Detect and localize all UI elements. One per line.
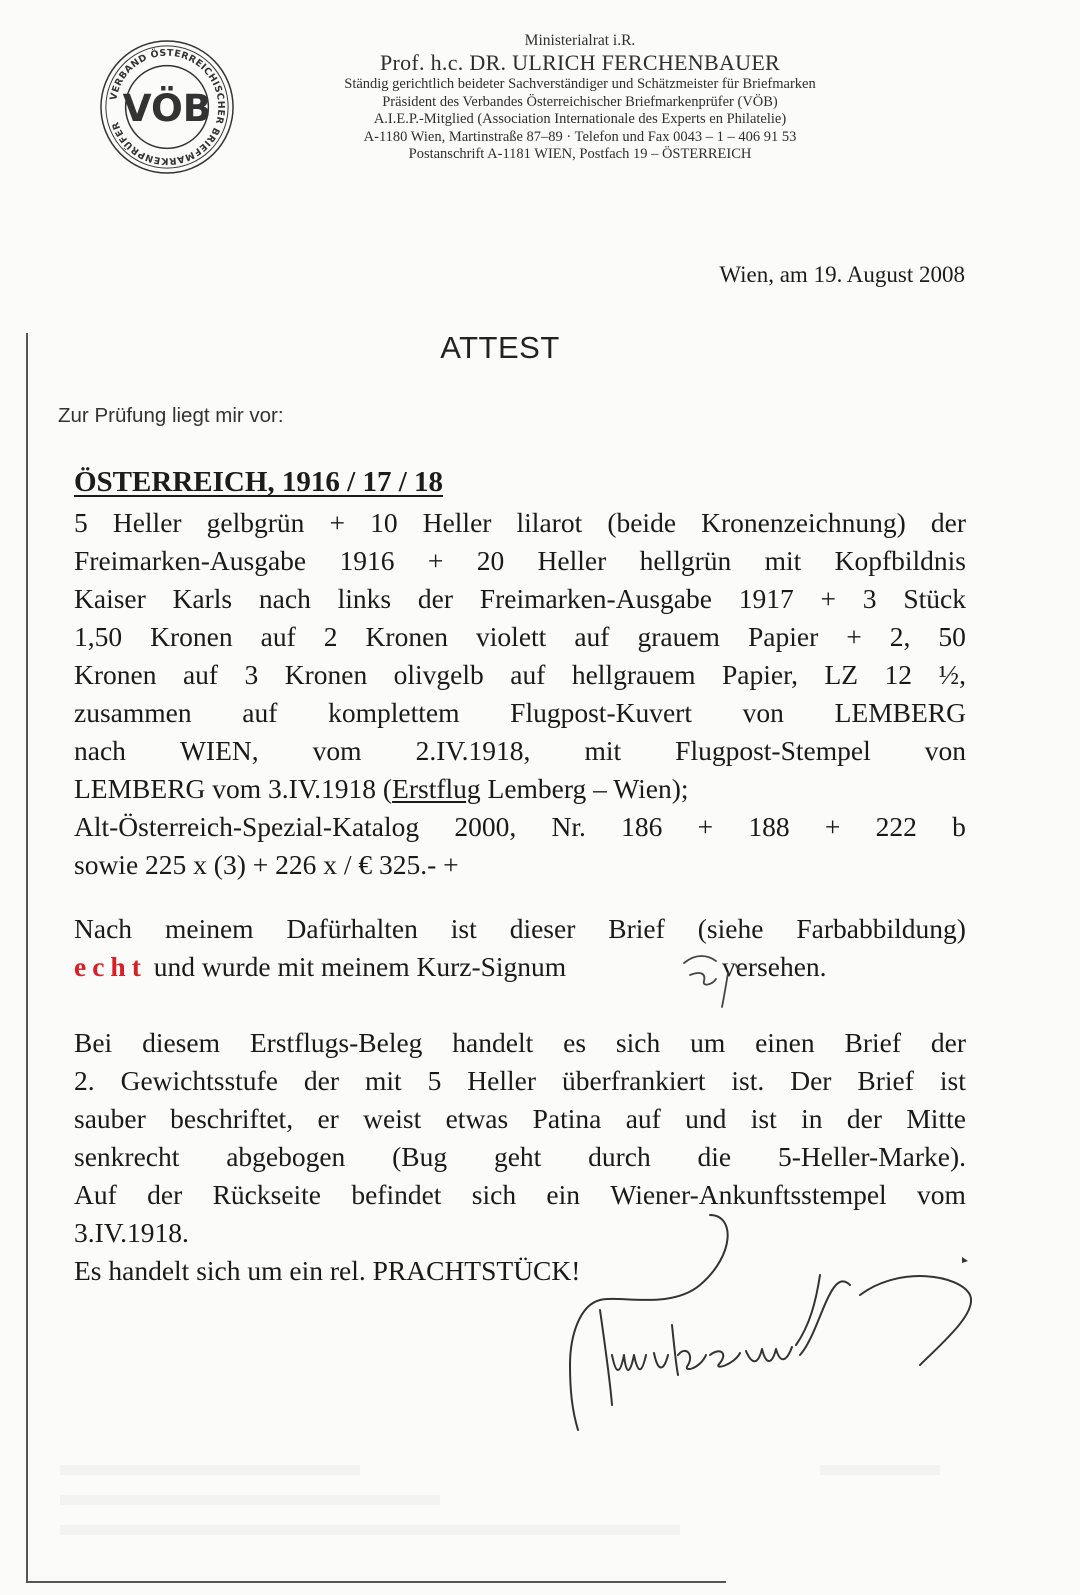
word: ½, bbox=[938, 659, 966, 690]
word: Brief bbox=[857, 1065, 914, 1096]
word: (siehe bbox=[697, 913, 764, 944]
word: Dafürhalten bbox=[286, 913, 418, 944]
text-line bbox=[74, 504, 966, 542]
word: diesem bbox=[142, 1027, 220, 1058]
word: Kronen bbox=[284, 659, 368, 690]
word: Auf bbox=[74, 1179, 117, 1210]
word: der bbox=[417, 583, 454, 614]
word: etwas bbox=[445, 1103, 509, 1134]
word: um bbox=[690, 1027, 726, 1058]
erstflug-underlined: Erstflug bbox=[392, 773, 481, 804]
text-line bbox=[74, 732, 966, 770]
word: mit bbox=[364, 1065, 402, 1096]
word: sauber bbox=[74, 1103, 146, 1134]
word: + bbox=[697, 811, 714, 842]
word: 1,50 bbox=[74, 621, 123, 652]
word: befindet bbox=[351, 1179, 442, 1210]
word: zusammen bbox=[74, 697, 192, 728]
word: beschriftet, bbox=[170, 1103, 294, 1134]
word: mit bbox=[764, 545, 802, 576]
word: Kronen bbox=[150, 621, 233, 652]
word: + bbox=[427, 545, 444, 576]
word: der bbox=[930, 507, 966, 538]
word: Stück bbox=[903, 583, 966, 614]
text-line bbox=[74, 580, 966, 618]
word: Kronen bbox=[74, 659, 157, 690]
word: 188 bbox=[748, 811, 790, 842]
word: Heller bbox=[537, 545, 607, 576]
word: er bbox=[317, 1103, 339, 1134]
item-heading: ÖSTERREICH, 1916 / 17 / 18 bbox=[74, 466, 443, 498]
text-line: Es handelt sich um ein rel. PRACHTSTÜCK! bbox=[74, 1255, 581, 1286]
word: Erstflugs-Beleg bbox=[249, 1027, 423, 1058]
text-line bbox=[74, 1062, 966, 1100]
word: Der bbox=[790, 1065, 832, 1096]
word: 1916 bbox=[339, 545, 395, 576]
word: Heller bbox=[467, 1065, 536, 1096]
word: Freimarken-Ausgabe bbox=[479, 583, 712, 614]
letterhead-line: Ständig gerichtlich beideter Sachverständiger und Schätzmeister für Briefmarken bbox=[344, 76, 816, 92]
word: 2.IV.1918, bbox=[415, 735, 531, 766]
word: ist bbox=[450, 913, 477, 944]
word: ist bbox=[939, 1065, 966, 1096]
word: 5 bbox=[74, 507, 88, 538]
word: der bbox=[147, 1179, 183, 1210]
frame-bottom-line bbox=[26, 1581, 726, 1583]
word: Patina bbox=[532, 1103, 602, 1134]
word: überfrankiert bbox=[561, 1065, 706, 1096]
word: Kaiser bbox=[74, 583, 146, 614]
frame-left-line bbox=[26, 333, 28, 1583]
word: und bbox=[685, 1103, 727, 1134]
word: die bbox=[697, 1141, 732, 1172]
echt-genuine-label: echt bbox=[74, 951, 147, 982]
word: senkrecht bbox=[74, 1141, 180, 1172]
word: Brief bbox=[844, 1027, 901, 1058]
word: es bbox=[563, 1027, 587, 1058]
word: (beide bbox=[607, 507, 677, 538]
word: auf bbox=[182, 659, 219, 690]
word: nach bbox=[74, 735, 126, 766]
word: Brief bbox=[608, 913, 665, 944]
word: 20 bbox=[476, 545, 505, 576]
letterhead-name: Prof. h.c. DR. ULRICH FERCHENBAUER bbox=[379, 50, 781, 75]
word: (Bug bbox=[392, 1141, 448, 1172]
word: abgebogen bbox=[226, 1141, 346, 1172]
word: der bbox=[846, 1103, 882, 1134]
word: von bbox=[924, 735, 966, 766]
opinion-paragraph bbox=[74, 910, 966, 986]
word: Papier, bbox=[721, 659, 799, 690]
handwritten-signature bbox=[560, 1205, 980, 1435]
text-line: echt und wurde mit meinem Kurz-Signum versehen. bbox=[74, 951, 827, 982]
word: Alt-Österreich-Spezial-Katalog bbox=[74, 811, 420, 842]
word: Flugpost-Stempel bbox=[675, 735, 871, 766]
word: komplettem bbox=[328, 697, 460, 728]
word: Nach bbox=[74, 913, 133, 944]
word: sich bbox=[471, 1179, 517, 1210]
word: LZ bbox=[824, 659, 859, 690]
word: Heller bbox=[422, 507, 492, 538]
text-line bbox=[74, 1138, 966, 1176]
word: auf bbox=[625, 1103, 661, 1134]
word: auf bbox=[242, 697, 278, 728]
svg-text:VÖB: VÖB bbox=[122, 85, 212, 130]
text-line bbox=[74, 618, 966, 656]
text-line bbox=[74, 808, 966, 846]
word: Rückseite bbox=[212, 1179, 322, 1210]
document-title: ATTEST bbox=[440, 330, 560, 365]
word: + bbox=[846, 621, 862, 652]
text-line bbox=[74, 1024, 966, 1062]
text-line bbox=[74, 910, 966, 948]
word: 186 bbox=[621, 811, 663, 842]
word: ein bbox=[546, 1179, 581, 1210]
letterhead-title: Ministerialrat i.R. bbox=[524, 32, 636, 49]
word: handelt bbox=[452, 1027, 534, 1058]
word: Freimarken-Ausgabe bbox=[74, 545, 307, 576]
word: Gewichtsstufe bbox=[120, 1065, 278, 1096]
word: + bbox=[820, 583, 837, 614]
word: Papier bbox=[747, 621, 819, 652]
word: auf bbox=[510, 659, 546, 690]
letterhead-address: A-1180 Wien, Martinstraße 87–89 · Telefon und Fax 0043 – 1 – 406 91 53 bbox=[363, 128, 797, 145]
letterhead-line: Präsident des Verbandes Österreichischer Briefmarkenprüfer (VÖB) bbox=[382, 93, 778, 110]
faint-reverse-text bbox=[60, 1455, 960, 1555]
word: 1917 bbox=[738, 583, 794, 614]
word: vom bbox=[312, 735, 362, 766]
word: vom bbox=[917, 1179, 966, 1210]
word: 10 bbox=[370, 507, 398, 538]
word: + bbox=[824, 811, 841, 842]
word: Bei bbox=[74, 1027, 113, 1058]
word: + bbox=[329, 507, 346, 538]
word: 50 bbox=[938, 621, 966, 652]
word: b bbox=[952, 811, 966, 842]
text-line bbox=[74, 656, 966, 694]
word: lilarot bbox=[516, 507, 583, 538]
word: geht bbox=[493, 1141, 542, 1172]
word: einen bbox=[755, 1027, 815, 1058]
word: 2. bbox=[74, 1065, 95, 1096]
word: Farbabbildung) bbox=[796, 913, 966, 944]
word: Wiener-Ankunftsstempel bbox=[610, 1179, 887, 1210]
word: WIEN, bbox=[179, 735, 259, 766]
word: auf bbox=[574, 621, 610, 652]
word: 2 bbox=[323, 621, 338, 652]
word: gelbgrün bbox=[206, 507, 305, 538]
word: Kronenzeichnung) bbox=[701, 507, 906, 538]
word: Karls bbox=[172, 583, 233, 614]
word: ist. bbox=[731, 1065, 765, 1096]
voeb-seal-logo bbox=[98, 38, 236, 176]
word: links bbox=[337, 583, 392, 614]
word: durch bbox=[588, 1141, 651, 1172]
word: Mitte bbox=[906, 1103, 966, 1134]
text-line bbox=[74, 694, 966, 732]
word: hellgrün bbox=[639, 545, 732, 576]
word: ist bbox=[750, 1103, 777, 1134]
short-signature-initials bbox=[676, 945, 766, 1015]
word: von bbox=[742, 697, 784, 728]
letterhead-postal: Postanschrift A-1181 WIEN, Postfach 19 – ÖSTERREICH bbox=[408, 146, 752, 162]
word: der bbox=[930, 1027, 966, 1058]
intro-text: Zur Prüfung liegt mir vor: bbox=[58, 404, 284, 427]
word: Kopfbildnis bbox=[834, 545, 966, 576]
word: meinem bbox=[164, 913, 254, 944]
svg-text:VERBAND ÖSTERREICHISCHER BRIEF: VERBAND ÖSTERREICHISCHER BRIEFMARKENPRÜFER bbox=[108, 47, 227, 167]
word: 3 bbox=[862, 583, 877, 614]
word: Heller bbox=[112, 507, 182, 538]
text-line: 3.IV.1918. bbox=[74, 1217, 189, 1248]
word: Flugpost-Kuvert bbox=[510, 697, 692, 728]
word: 5 bbox=[427, 1065, 442, 1096]
word: sich bbox=[615, 1027, 661, 1058]
word: 2, bbox=[889, 621, 911, 652]
word: in bbox=[801, 1103, 823, 1134]
letterhead bbox=[230, 32, 930, 164]
word: 3 bbox=[244, 659, 259, 690]
word: nach bbox=[258, 583, 311, 614]
word: Kronen bbox=[365, 621, 449, 652]
word: der bbox=[303, 1065, 339, 1096]
word: 12 bbox=[884, 659, 913, 690]
word: mit bbox=[584, 735, 622, 766]
text-line: LEMBERG vom 3.IV.1918 (Erstflug Lemberg – Wien); bbox=[74, 773, 689, 804]
word: auf bbox=[260, 621, 296, 652]
word: hellgrauem bbox=[571, 659, 696, 690]
word: 222 bbox=[875, 811, 917, 842]
word: 2000, bbox=[454, 811, 517, 842]
description-paragraph bbox=[74, 504, 966, 884]
text-line bbox=[74, 1100, 966, 1138]
letterhead-line: A.I.E.P.-Mitglied (Association Internationale des Experts en Philatelie) bbox=[373, 111, 787, 127]
word: violett bbox=[476, 621, 547, 652]
document-date: Wien, am 19. August 2008 bbox=[719, 262, 965, 287]
word: Nr. bbox=[551, 811, 586, 842]
word: weist bbox=[363, 1103, 422, 1134]
word: dieser bbox=[509, 913, 576, 944]
word: 5-Heller-Marke). bbox=[777, 1141, 966, 1172]
text-line: sowie 225 x (3) + 226 x / € 325.- + bbox=[74, 849, 459, 880]
word: grauem bbox=[637, 621, 720, 652]
word: olivgelb bbox=[393, 659, 484, 690]
word: LEMBERG bbox=[834, 697, 966, 728]
text-line bbox=[74, 542, 966, 580]
